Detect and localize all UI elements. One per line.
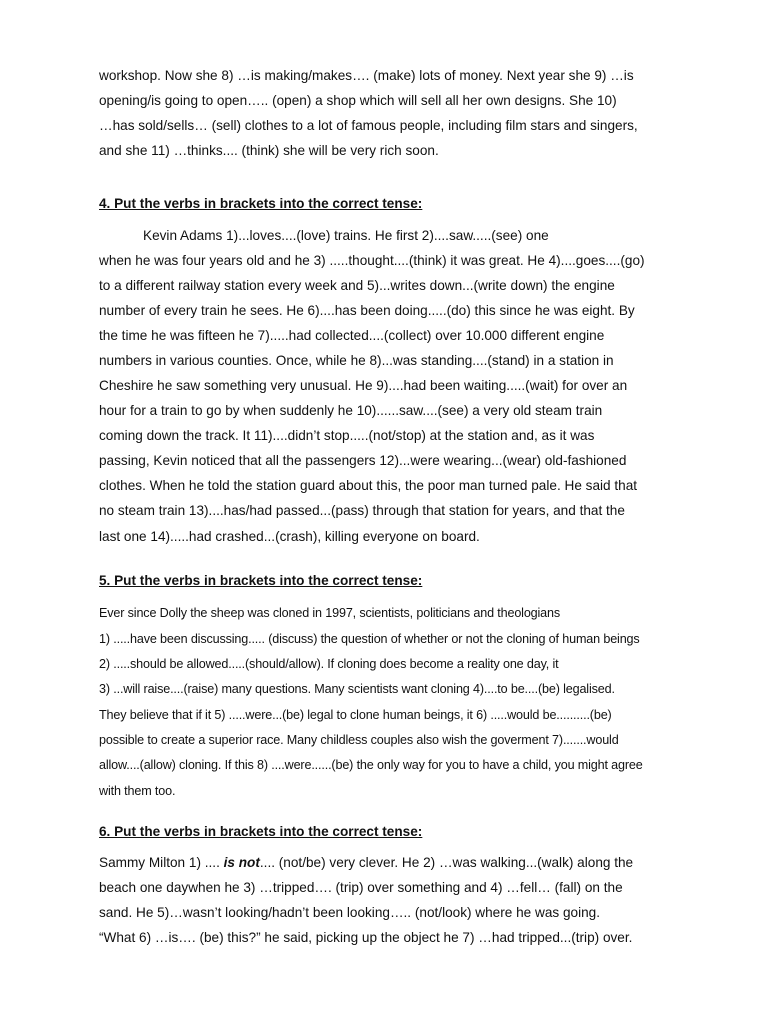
text-segment: .... (not/be) very clever. He 2) …was walking...(walk) along the (259, 855, 634, 870)
section-heading: 4. Put the verbs in brackets into the correct tense: (99, 196, 423, 211)
text-line: …has sold/sells… (sell) clothes to a lot of famous people, including film stars and singers, (99, 118, 638, 133)
text-line: They believe that if it 5) .....were...(be) legal to clone human beings, it 6) .....would be..........(be) (99, 708, 612, 722)
text-line: sand. He 5)…wasn’t looking/hadn’t been looking….. (not/look) where he was going. (99, 905, 600, 920)
section-heading: 5. Put the verbs in brackets into the correct tense: (99, 573, 423, 588)
text-line: Ever since Dolly the sheep was cloned in 1997, scientists, politicians and theologians (99, 606, 561, 620)
text-line: Cheshire he saw something very unusual. He 9)....had been waiting.....(wait) for over an (99, 378, 628, 393)
text-line: to a different railway station every week and 5)...writes down...(write down) the engine (99, 278, 615, 293)
text-line: 3) ...will raise....(raise) many questions. Many scientists want cloning 4)....to be....(be) legalised. (99, 682, 615, 696)
text-line: number of every train he sees. He 6)....has been doing.....(do) this since he was eight. By (99, 303, 635, 318)
text-line: possible to create a superior race. Many childless couples also wish the goverment 7).......would (99, 733, 619, 747)
text-line: hour for a train to go by when suddenly he 10)......saw....(see) a very old steam train (99, 403, 603, 418)
text-line: coming down the track. It 11)....didn’t stop.....(not/stop) at the station and, as it was (99, 428, 595, 443)
text-line: passing, Kevin noticed that all the passengers 12)...were wearing...(wear) old-fashioned (99, 453, 627, 468)
text-line: when he was four years old and he 3) .....thought....(think) it was great. He 4)....goes....(go) (99, 253, 645, 268)
text-line: last one 14).....had crashed...(crash), killing everyone on board. (99, 529, 480, 544)
text-line: with them too. (99, 784, 176, 798)
text-line: the time he was fifteen he 7).....had collected....(collect) over 10.000 different engine (99, 328, 605, 343)
text-line: numbers in various counties. Once, while he 8)...was standing....(stand) in a station in (99, 353, 614, 368)
emphasized-answer: is not (223, 855, 260, 870)
text-line: workshop. Now she 8) …is making/makes…. (make) lots of money. Next year she 9) …is (99, 68, 634, 83)
text-line: and she 11) …thinks.... (think) she will be very rich soon. (99, 143, 439, 158)
text-line: 1) .....have been discussing..... (discuss) the question of whether or not the cloning of human beings (99, 632, 640, 646)
text-line: allow....(allow) cloning. If this 8) ....were......(be) the only way for you to have a child, you might agree (99, 758, 643, 772)
text-line (99, 854, 633, 872)
text-line: Kevin Adams 1)...loves....(love) trains. He first 2)....saw.....(see) one (143, 228, 549, 243)
text-line: clothes. When he told the station guard about this, the poor man turned pale. He said that (99, 478, 638, 493)
text-line: 2) .....should be allowed.....(should/allow). If cloning does become a reality one day, it (99, 657, 559, 671)
text-segment: Sammy Milton 1) .... (99, 855, 224, 870)
section-heading: 6. Put the verbs in brackets into the correct tense: (99, 824, 423, 839)
text-line: opening/is going to open….. (open) a shop which will sell all her own designs. She 10) (99, 93, 617, 108)
text-line: beach one daywhen he 3) …tripped…. (trip) over something and 4) …fell… (fall) on the (99, 880, 623, 895)
text-line: “What 6) …is…. (be) this?” he said, picking up the object he 7) …had tripped...(trip) over. (99, 930, 633, 945)
text-line: no steam train 13)....has/had passed...(pass) through that station for years, and that the (99, 503, 625, 518)
